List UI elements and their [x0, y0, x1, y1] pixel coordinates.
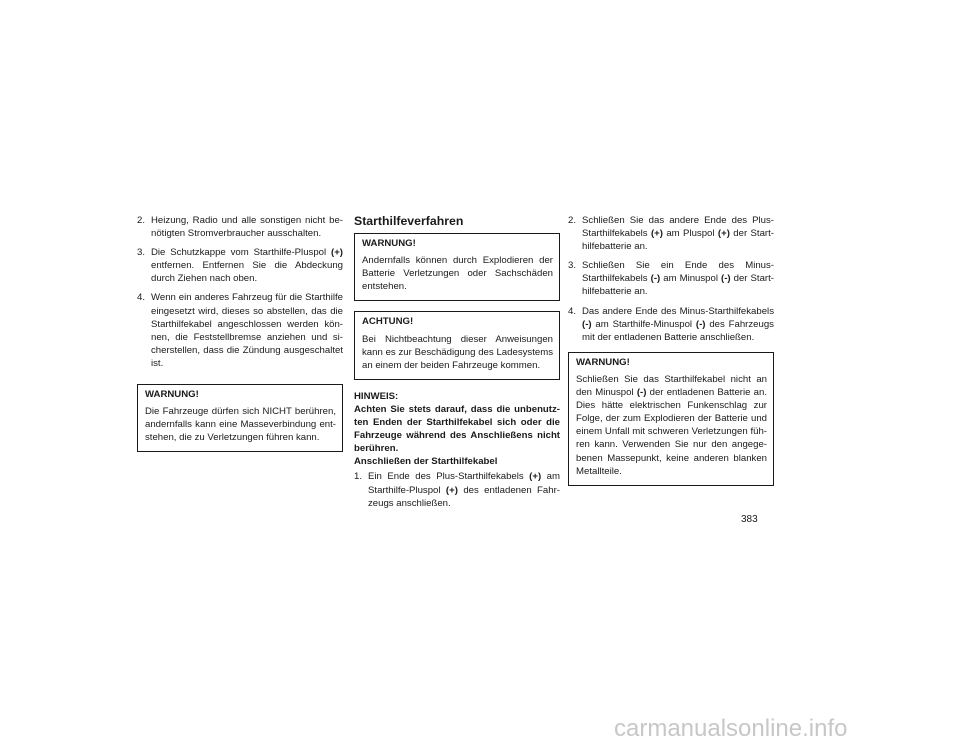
watermark: carmanualsonline.info [614, 715, 848, 742]
text-run: der Starthilfebatterie an. [582, 228, 774, 253]
warning-text: Andernfalls können durch Explodieren der Batterie Verletzungen oder Sachschäden entstehen. [362, 255, 553, 293]
warning-box [568, 352, 774, 486]
warning-text: Die Fahrzeuge dürfen sich NICHT berühren, andernfalls kann eine Masseverbindung entstehen, die zu Verletzungen führen kann. [145, 406, 336, 444]
polarity-symbol: (+) [445, 484, 458, 496]
list-number: 2. [137, 215, 146, 226]
polarity-symbol: (-) [695, 318, 706, 330]
list-number: 2. [568, 215, 577, 226]
column-right [568, 214, 774, 496]
list-item [568, 214, 774, 253]
page-number: 383 [741, 514, 758, 525]
polarity-symbol: (+) [650, 228, 663, 240]
text-run: Ein Ende des Plus-Starthilfekabels [368, 471, 530, 483]
polarity-symbol: (+) [331, 247, 343, 259]
text-run: Die Schutzkappe vom Starthilfe-Pluspol [151, 247, 331, 259]
list-text: Wenn ein anderes Fahrzeug für die Starthilfe eingesetzt wird, dieses so abstellen, das die Starthilfekabel angeschlossen werden können, die Feststellbremse anziehen und sicherstellen, dass die Zündung ausgeschaltet ist. [151, 292, 343, 369]
polarity-symbol: (-) [650, 273, 661, 285]
text-run: des Fahrzeugs mit der entladenen Batterie anschließen. [582, 318, 774, 343]
warning-box [137, 384, 343, 452]
text-run: der entladenen Batterie an. Dies hätte elektrischen Funkenschlag zur Folge, der zum Explodieren der Batterie und einem Unfall mit schweren Verletzungen führen kann. Verwenden Sie nur den angegebenen Massepunkt, keine anderen blanken Metallteile. [576, 387, 767, 477]
text-run: Schließen Sie das Starthilfekabel nicht an den Minuspol [576, 373, 767, 399]
text-run: des entladenen Fahrzeugs anschließen. [368, 484, 560, 509]
list-number: 4. [568, 305, 577, 317]
list-item [568, 259, 774, 298]
polarity-symbol: (+) [529, 471, 542, 483]
warning-title: WARNUNG! [576, 356, 630, 368]
list-text: Heizung, Radio und alle sonstigen nicht benötigten Stromverbraucher ausschalten. [151, 215, 343, 240]
list-text [582, 305, 774, 344]
list-item [354, 470, 560, 509]
text-run: am Pluspol [662, 228, 718, 240]
list-text [582, 259, 774, 298]
polarity-symbol: (-) [636, 387, 647, 399]
section-title: Starthilfeverfahren [354, 214, 464, 228]
list-number: 3. [568, 260, 577, 272]
text-run: am Minuspol [660, 273, 722, 285]
text-run: entfernen. Entfernen Sie die Abdeckung durch Ziehen nach oben. [151, 260, 343, 285]
list-number: 3. [137, 247, 146, 259]
caution-text: Bei Nichtbeachtung dieser Anweisungen kann es zur Beschädigung des Ladesystems an einem der beiden Fahrzeuge kommen. [362, 333, 553, 371]
column-middle [354, 214, 560, 516]
list-item [137, 246, 343, 285]
warning-text [576, 373, 767, 478]
warning-title: WARNUNG! [362, 238, 416, 250]
text-run: Schließen Sie ein Ende des Minus-Starthilfekabels [582, 260, 774, 285]
text-run: am Starthilfe-Minuspol [591, 318, 696, 330]
warning-box [354, 233, 560, 301]
list-text [368, 470, 560, 509]
warning-title: WARNUNG! [145, 389, 199, 401]
note-label: HINWEIS: [354, 390, 399, 402]
subheading: Anschließen der Starthilfekabel [354, 456, 498, 468]
list-item [568, 305, 774, 344]
note-text: Achten Sie stets darauf, dass die unbenutzten Enden der Starthilfekabel sich oder die Fahrzeuge während des Anschließens nicht berühren. [354, 403, 560, 455]
caution-box [354, 311, 560, 379]
polarity-symbol: (+) [717, 228, 730, 240]
list-number: 1. [354, 471, 363, 483]
caution-title: ACHTUNG! [362, 316, 414, 328]
column-left [137, 214, 343, 462]
text-run: Schließen Sie das andere Ende des Plus-Starthilfekabels [582, 215, 774, 240]
polarity-symbol: (-) [721, 273, 731, 285]
text-run: Das andere Ende des Minus-Starthilfekabels [582, 305, 774, 317]
list-number: 4. [137, 292, 146, 304]
list-text [582, 214, 774, 253]
list-text [151, 246, 343, 285]
text-run: der Starthilfebatterie an. [582, 273, 774, 298]
list-item [137, 214, 343, 240]
polarity-symbol: (-) [582, 318, 592, 330]
text-run: am Starthilfe-Pluspol [368, 471, 560, 496]
list-item [137, 291, 343, 370]
